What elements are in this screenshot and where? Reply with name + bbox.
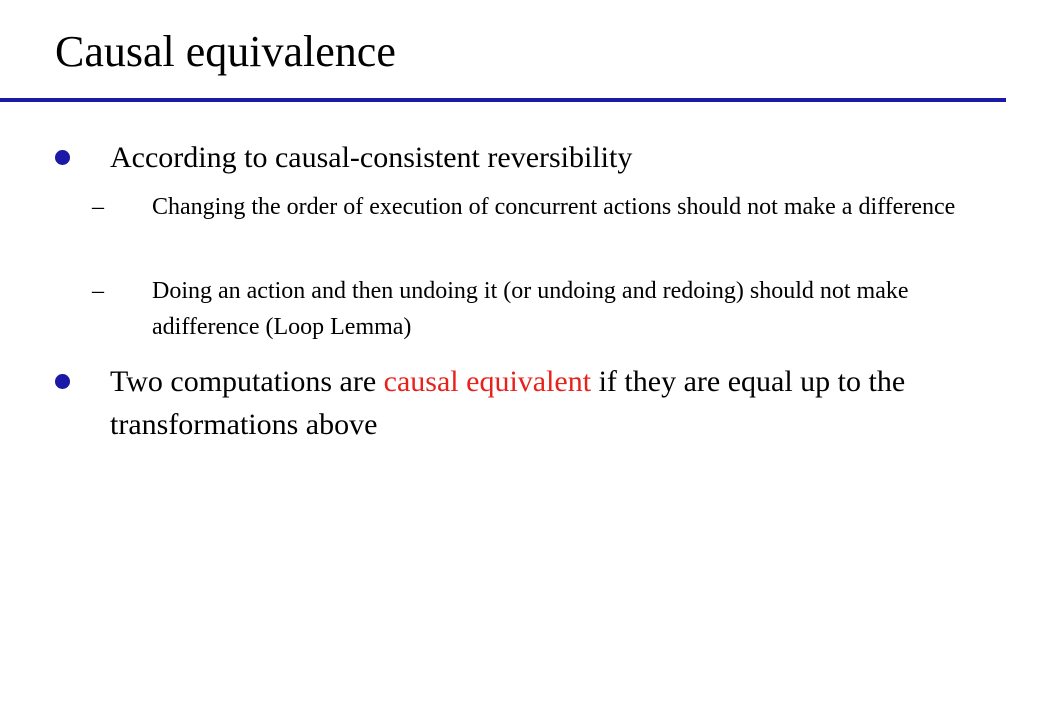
bullet-text-start: Two computations are	[110, 365, 384, 398]
highlighted-term: causal equivalent	[383, 365, 592, 398]
dash-icon: –	[92, 278, 104, 304]
bullet-text-end: if they are equal up to the transformations above	[110, 365, 906, 441]
sub-item-text: Changing the order of execution of concurrent actions should not make a difference	[152, 194, 956, 220]
sub-item-text: Doing an action and then undoing it (or undoing and redoing) should not make adifference (Loop Lemma)	[152, 278, 909, 340]
bullet-text: According to causal-consistent reversibility	[110, 141, 633, 174]
dash-icon: –	[92, 194, 104, 220]
slide-title: Causal equivalence	[55, 27, 396, 76]
bullet-dot-icon	[55, 150, 70, 165]
bullet-text	[110, 360, 990, 446]
title-underline	[0, 98, 1006, 102]
bullet-dot-icon	[55, 374, 70, 389]
